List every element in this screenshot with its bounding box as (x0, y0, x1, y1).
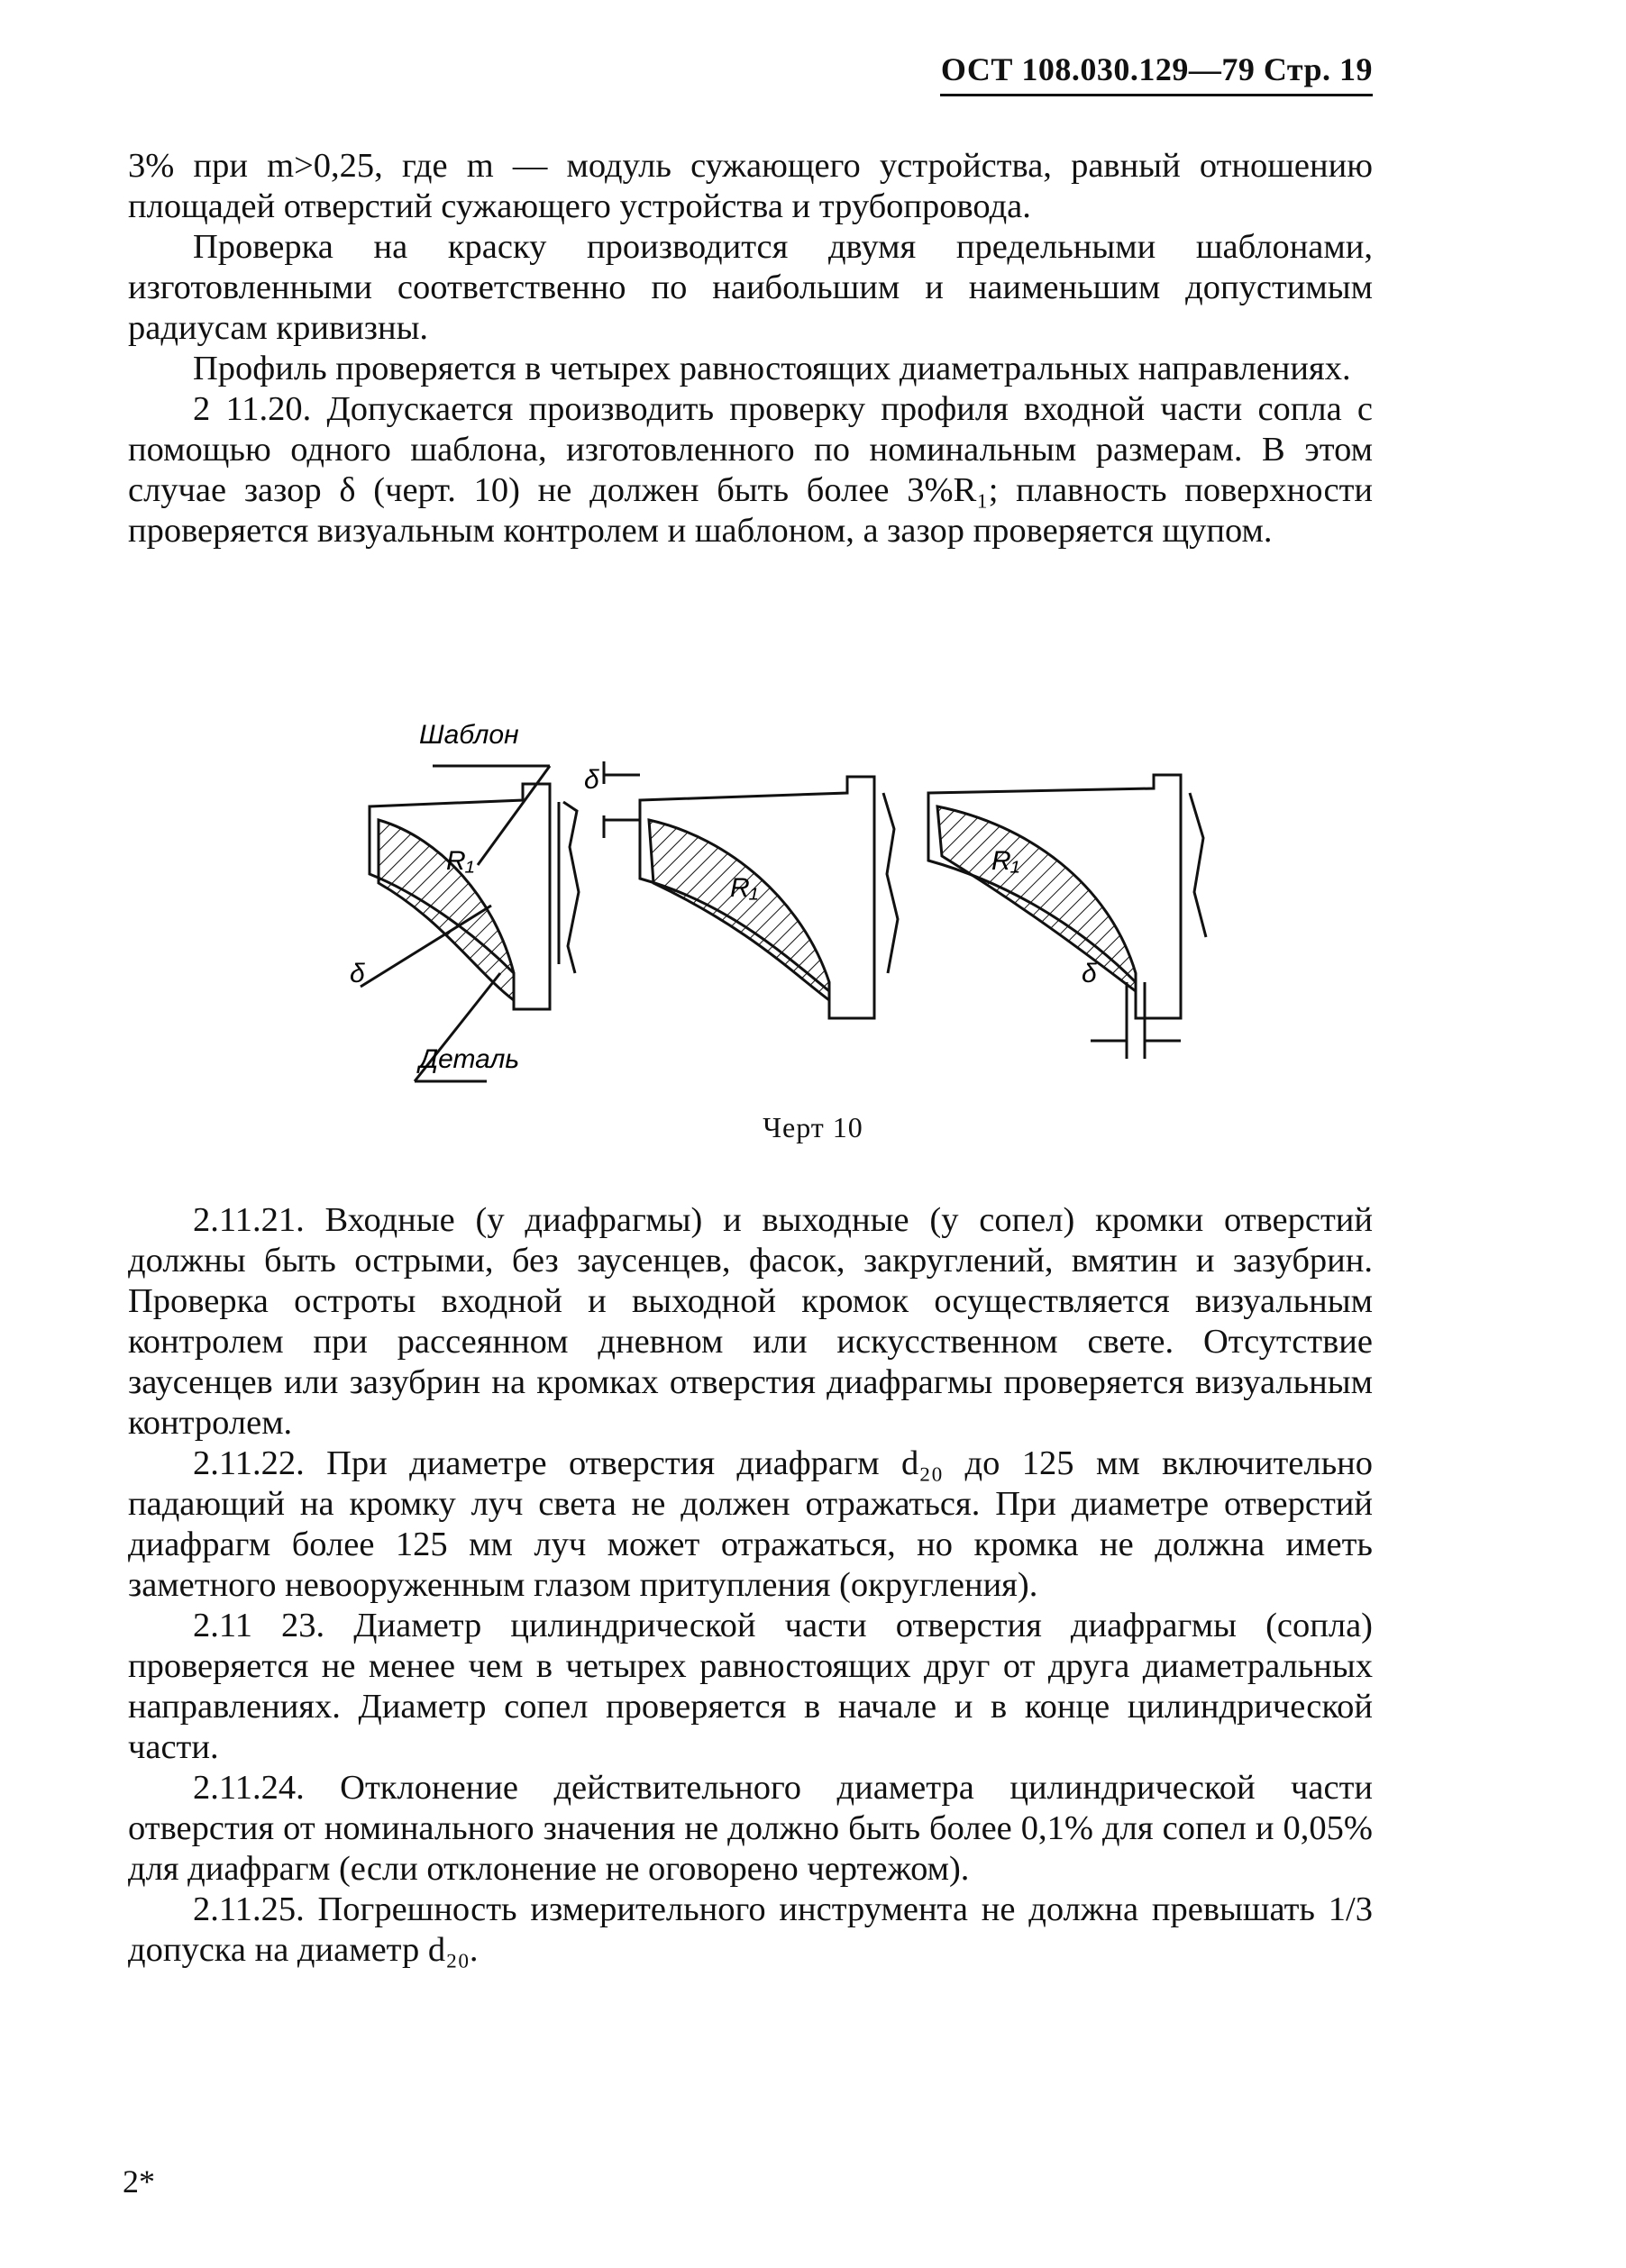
paragraph: 2.11.22. При диаметре отверстия диафрагм d₂₀ до 125 мм включительно падающий на кромку луч света не должен отражаться. При диаметре отверстий диафрагм более 125 мм луч может отражаться, но кромка не должна иметь заметного невооруженным глазом притупления (округления). (128, 1444, 1373, 1604)
label-delta: δ (584, 765, 599, 795)
label-delta: δ (350, 959, 365, 988)
figure-drawing-10 (343, 703, 1388, 1126)
footer-mark: 2* (123, 2163, 155, 2200)
nozzle-profile-drawing (343, 703, 1388, 1126)
paragraph: 3% при m>0,25, где m — модуль сужающего устройства, равный отношению площадей отверстий сужающего устройства и трубопровода. (128, 147, 1373, 225)
label-radius: R₁ (446, 846, 475, 876)
paragraph: 2.11.24. Отклонение действительного диаметра цилиндрической части отверстия от номинального значения не должно быть более 0,1% для сопел и 0,05% для диафрагм (если отклонение не оговорено чертежом). (128, 1769, 1373, 1888)
figure-caption: Черт 10 (763, 1111, 863, 1143)
label-radius: R₁ (991, 846, 1020, 876)
paragraph: Профиль проверяется в четырех равностоящих диаметральных направлениях. (193, 350, 1351, 387)
paragraph: 2.11 23. Диаметр цилиндрической части отверстия диафрагмы (сопла) проверяется не менее чем в четырех равностоящих друг от друга диаметральных направлениях. Диаметр сопел проверяется в начале и в конце цилиндрической части. (128, 1607, 1373, 1766)
lead-text (128, 146, 1373, 551)
label-template: Шаблон (419, 720, 519, 750)
page-header: ОСТ 108.030.129—79 Стр. 19 (940, 50, 1373, 96)
label-radius: R₁ (730, 873, 759, 903)
label-part: Деталь (419, 1044, 520, 1074)
main-text (128, 1200, 1373, 1971)
paragraph: Проверка на краску производится двумя предельными шаблонами, изготовленными соответственно по наибольшим и наименьшим допустимым радиусам кривизны. (128, 228, 1373, 347)
label-delta: δ (1082, 959, 1097, 988)
paragraph: 2 11.20. Допускается производить проверку профиля входной части сопла с помощью одного шаблона, изготовленного по номинальным размерам. В этом случае зазор δ (черт. 10) не должен быть более 3%R₁; плавность поверхности проверяется визуальным контролем и шаблоном, а зазор проверяется щупом. (128, 390, 1373, 550)
paragraph: 2.11.25. Погрешность измерительного инструмента не должна превышать 1/3 допуска на диаметр d₂₀. (128, 1890, 1373, 1969)
paragraph: 2.11.21. Входные (у диафрагмы) и выходные (у сопел) кромки отверстий должны быть острыми, без заусенцев, фасок, закруглений, вмятин и зазубрин. Проверка остроты входной и выходной кромок осуществляется визуальным контролем при рассеянном дневном или искусственном свете. Отсутствие заусенцев или зазубрин на кромках отверстия диафрагмы проверяется визуальным контролем. (128, 1201, 1373, 1442)
